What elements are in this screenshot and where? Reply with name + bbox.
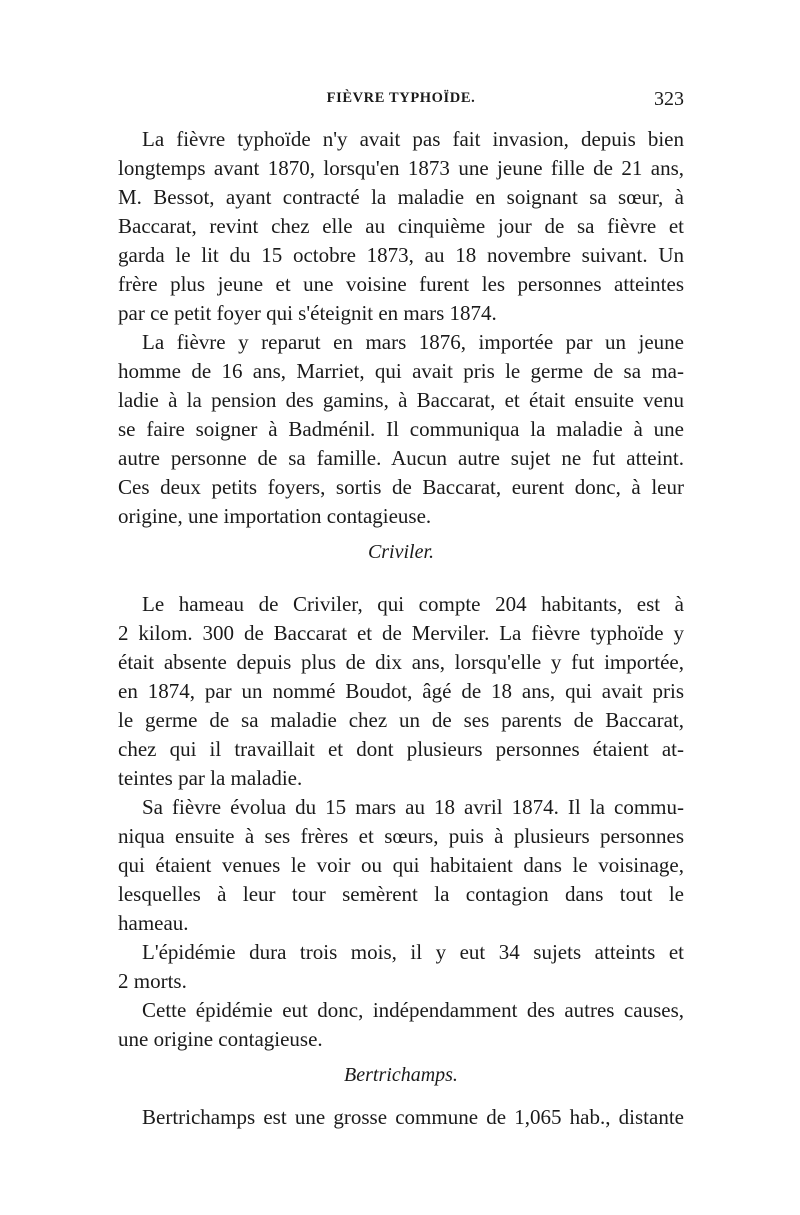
text-line: origine, une importation contagieuse.: [118, 504, 432, 528]
text-line: 2 kilom. 300 de Baccarat et de Merviler. La fièvre typhoïde y: [118, 621, 684, 645]
text-line: garda le lit du 15 octobre 1873, au 18 novembre suivant. Un: [118, 243, 684, 267]
text-line: autre personne de sa famille. Aucun autre sujet ne fut atteint.: [118, 446, 684, 470]
running-title: FIÈVRE TYPHOÏDE.: [326, 90, 476, 106]
text-line: 2 morts.: [118, 969, 187, 993]
text-line: homme de 16 ans, Marriet, qui avait pris le germe de sa ma-: [118, 359, 684, 383]
text-line: Cette épidémie eut donc, indépendamment des autres causes,: [142, 998, 684, 1022]
text-line: se faire soigner à Badménil. Il communiqua la maladie à une: [118, 417, 684, 441]
running-header: [118, 90, 684, 114]
text-line: teintes par la maladie.: [118, 766, 303, 790]
text-line: Bertrichamps est une grosse commune de 1,065 hab., distante: [142, 1105, 684, 1129]
text-line: longtemps avant 1870, lorsqu'en 1873 une jeune fille de 21 ans,: [118, 156, 684, 180]
text-line: était absente depuis plus de dix ans, lorsqu'elle y fut importée,: [118, 650, 684, 674]
text-line: La fièvre typhoïde n'y avait pas fait invasion, depuis bien: [142, 127, 684, 151]
text-line: Le hameau de Criviler, qui compte 204 habitants, est à: [142, 592, 684, 616]
text-line: Baccarat, revint chez elle au cinquième jour de sa fièvre et: [118, 214, 684, 238]
text-line: M. Bessot, ayant contracté la maladie en soignant sa sœur, à: [118, 185, 684, 209]
text-line: La fièvre y reparut en mars 1876, importée par un jeune: [142, 330, 684, 354]
text-line: en 1874, par un nommé Boudot, âgé de 18 ans, qui avait pris: [118, 679, 684, 703]
text-line: frère plus jeune et une voisine furent les personnes atteintes: [118, 272, 684, 296]
text-line: Ces deux petits foyers, sortis de Baccarat, eurent donc, à leur: [118, 475, 684, 499]
text-line: une origine contagieuse.: [118, 1027, 323, 1051]
text-line: lesquelles à leur tour semèrent la contagion dans tout le: [118, 882, 684, 906]
text-line: ladie à la pension des gamins, à Baccarat, et était ensuite venu: [118, 388, 684, 412]
text-line: Sa fièvre évolua du 15 mars au 18 avril 1874. Il la commu-: [142, 795, 684, 819]
section-heading-criviler: Criviler.: [367, 541, 435, 563]
text-line: le germe de sa maladie chez un de ses parents de Baccarat,: [118, 708, 684, 732]
text-line: par ce petit foyer qui s'éteignit en mars 1874.: [118, 301, 497, 325]
text-line: hameau.: [118, 911, 189, 935]
text-line: niqua ensuite à ses frères et sœurs, puis à plusieurs personnes: [118, 824, 684, 848]
page-number: 323: [654, 88, 684, 110]
text-line: L'épidémie dura trois mois, il y eut 34 sujets atteints et: [142, 940, 684, 964]
text-line: chez qui il travaillait et dont plusieurs personnes étaient at-: [118, 737, 684, 761]
section-heading-bertrichamps: Bertrichamps.: [344, 1064, 458, 1086]
text-line: qui étaient venues le voir ou qui habitaient dans le voisinage,: [118, 853, 684, 877]
